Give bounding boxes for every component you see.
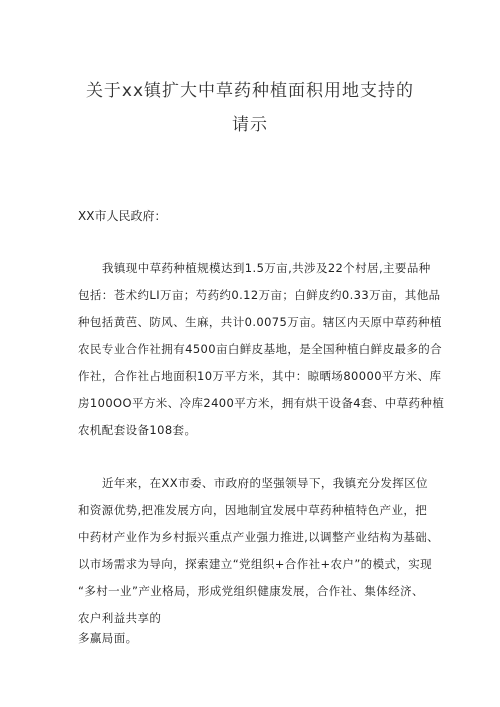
document-title-line-1: 关于xx镇扩大中草药种植面积用地支持的	[85, 81, 415, 101]
paragraph-1-line: 农民专业合作社拥有4500亩白鲜皮基地，是全国种植白鲜皮最多的合	[78, 342, 443, 356]
paragraph-2-line: 以市场需求为导向，探索建立“党组织+合作社+农户”的模式，实现	[78, 557, 433, 571]
salutation: XX市人民政府：	[78, 209, 167, 223]
paragraph-2-line: 多赢局面。	[78, 631, 138, 645]
paragraph-1-line: 包括：苍术约LI万亩；芍药约0.12万亩；白鲜皮约0.33万亩，其他品	[78, 288, 441, 302]
document-title-line-2: 请示	[232, 115, 268, 135]
paragraph-2-line: 近年来，在XX市委、市政府的坚强领导下，我镇充分发挥区位	[102, 476, 428, 490]
paragraph-1-line: 农机配套设备108套。	[78, 423, 197, 437]
paragraph-2-line: 中药材产业作为乡村振兴重点产业强力推进,以调整产业结构为基础、	[78, 530, 440, 544]
paragraph-1-line: 种包括黄芭、防风、生麻，共计0.0075万亩。辖区内天原中草药种植	[78, 315, 442, 329]
paragraph-2-line: 和资源优势,把准发展方向，因地制宜发展中草药种植特色产业，把	[78, 503, 428, 517]
paragraph-1-line: 作社，合作社占地面积10万平方米，其中：晾晒场80000平方米、库	[78, 369, 442, 383]
paragraph-1-line: 房100OO平方米、冷库2400平方米，拥有烘干设备4套、中草药种植	[78, 396, 445, 410]
paragraph-2-line: 农户利益共享的	[78, 611, 162, 625]
paragraph-1-line: 我镇现中草药种植规模达到1.5万亩,共涉及22个村居,主要品种	[102, 261, 431, 275]
paragraph-2-line: “多村一业”产业格局，形成党组织健康发展，合作社、集体经济、	[78, 584, 424, 598]
